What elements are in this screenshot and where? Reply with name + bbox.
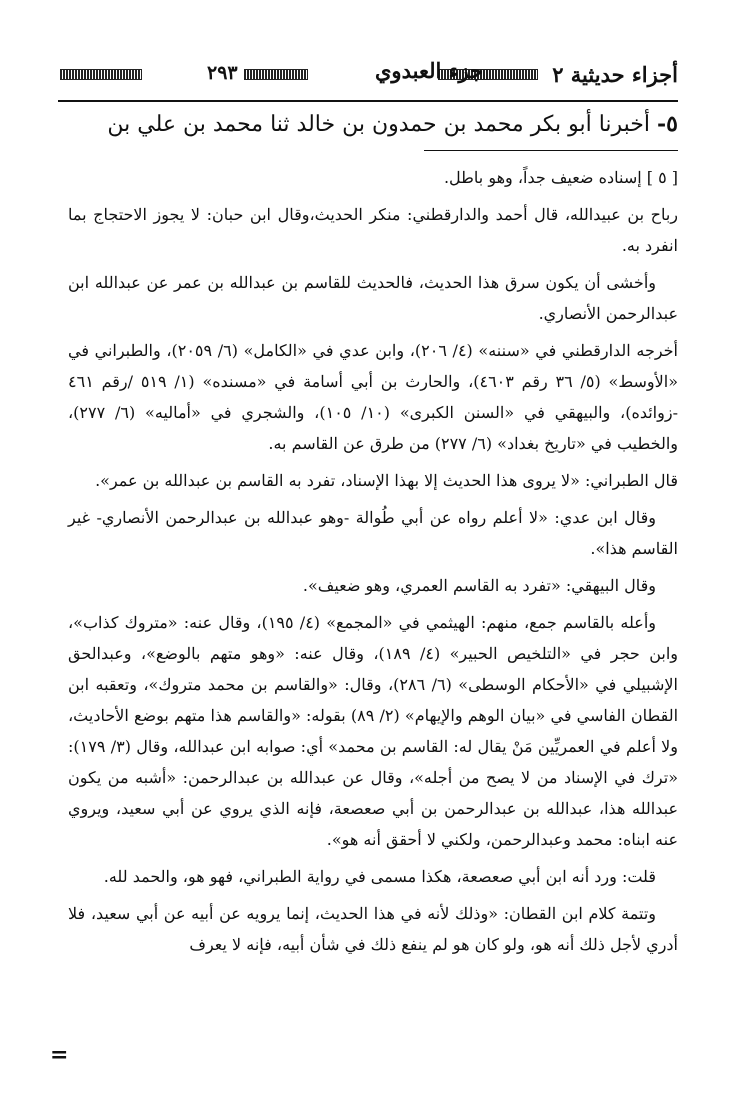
note-paragraph: أخرجه الدارقطني في «سننه» (٤/ ٢٠٦)، وابن عدي في «الكامل» (٦/ ٢٠٥٩)، والطبراني في «الأوسط» (٥/ ٣٦ رقم ٤٦٠٣)، والحارث بن أبي أسامة في «مسنده» (١/ ٥١٩ /رقم ٤٦١ -زوائده)، والبيهقي في «السنن الكبرى» (١٠/ ١٠٥)، والشجري في «أماليه» (٦/ ٢٧٧)، والخطيب في «تاريخ بغداد» (٦/ ٢٧٧) من طرق عن القاسم به. [68,341,679,453]
note-paragraph: قلت: ورد أنه ابن أبي صعصعة، هكذا مسمى في رواية الطبراني، فهو هو، والحمد لله. [103,867,656,886]
hadith-number: ٥- [657,111,678,137]
note-paragraph: وقال البيهقي: «تفرد به القاسم العمري، وهو ضعيف». [302,576,656,595]
header-ornament-bar [244,69,308,80]
page-header [60,56,678,96]
note-paragraph: رباح بن عبيدالله، قال أحمد والدارقطني: منكر الحديث،وقال ابن حبان: لا يجوز الاحتجاج بما انفرد به. [68,205,679,255]
note-paragraph: [ ٥ ] إسناده ضعيف جداً، وهو باطل. [443,168,678,187]
note-paragraph: وتتمة كلام ابن القطان: «وذلك لأنه في هذا الحديث، إنما يرويه عن أبيه عن أبي سعيد، فلا أدري لأجل ذلك أنه هو، ولو كان هو لم ينفع ذلك في شأن أبيه، فإنه لا يعرف [68,904,678,954]
note-paragraph: وقال ابن عدي: «لا أعلم رواه عن أبي طُوالة -وهو عبدالله بن عبدالرحمن الأنصاري- غير القاسم هذا». [68,508,678,558]
series-title: أجزاء حديثية ٢ [552,62,678,87]
hadith-text [68,104,678,145]
footnotes [68,162,678,966]
footnote-rule [424,150,678,151]
page-number: ٢٩٣ [207,62,238,84]
note-paragraph: وأخشى أن يكون سرق هذا الحديث، فالحديث للقاسم بن عبدالله بن عمر عن عبدالله ابن عبدالرحمن الأنصاري. [68,273,678,323]
hadith-isnad: أخبرنا أبو بكر محمد بن حمدون بن خالد ثنا محمد بن علي بن [107,112,651,137]
header-rule [58,100,678,102]
header-ornament-bar [60,69,142,80]
note-paragraph: وأعله بالقاسم جمع، منهم: الهيثمي في «المجمع» (٤/ ١٩٥)، وقال عنه: «متروك كذاب»، وابن حجر في «التلخيص الحبير» (٤/ ١٨٩)، وقال عنه: «وهو متهم بالوضع»، وعبدالحق الإشبيلي في «الأحكام الوسطى» (٦/ ٢٨٦)، وقال: «والقاسم بن محمد متروك»، وتعقبه ابن القطان الفاسي في «بيان الوهم والإيهام» (٢/ ٨٩) بقوله: «والقاسم هذا متهم بوضع الأحاديث، ولا أعلم في العمريِّين مَنْ يقال له: القاسم بن محمد» أي: صوابه ابن عبدالله، وقال (٣/ ١٧٩): «ترك في الإسناد من لا يصح من أجله»، وقال عن عبدالله بن عبدالرحمن: «أشبه من يكون عبدالله هذا، عبدالله بن عبدالرحمن بن أبي صعصعة، فإنه الذي يروي عن أبي سعيد، ويروي عنه ابناه: محمد وعبدالرحمن، ولكني لا أحقق أنه هو». [68,613,679,849]
note-paragraph: قال الطبراني: «لا يروى هذا الحديث إلا بهذا الإسناد، تفرد به القاسم بن عبدالله بن عمر». [95,471,678,490]
continuation-mark: = [50,1042,69,1068]
part-title: جزء العبدوي [375,58,484,83]
